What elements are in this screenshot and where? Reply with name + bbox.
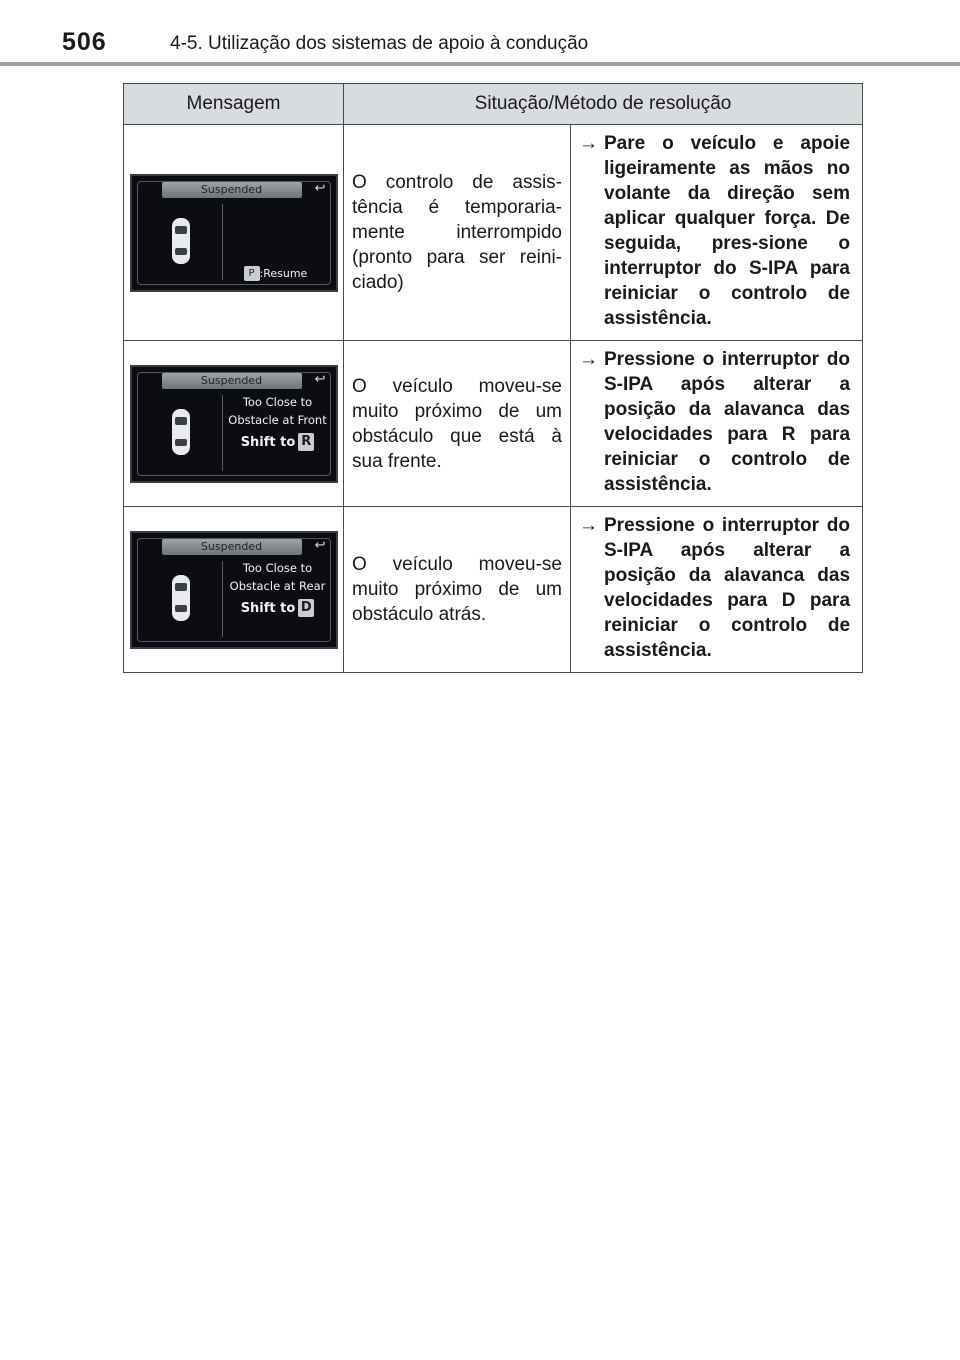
table-row (124, 341, 863, 507)
section-title: 4-5. Utilização dos sistemas de apoio à condução (170, 33, 589, 54)
status-bar: Suspended (162, 182, 302, 198)
situation-text: O veículo moveu-se muito próximo de um obstáculo que está à sua frente. (344, 341, 571, 507)
resolution-cell (571, 507, 863, 673)
situation-text: O controlo de assis-tência é temporaria-mente interrompido (pronto para ser reini-ciado) (344, 125, 571, 341)
parking-assist-switch-icon: P (244, 266, 260, 281)
car-top-view-icon (170, 216, 192, 266)
table-header-row (124, 84, 863, 125)
screen-message-line-2: Obstacle at Rear (229, 578, 326, 593)
screen-divider (222, 204, 223, 280)
situation-text: O veículo moveu-se muito próximo de um obstáculo atrás. (344, 507, 571, 673)
arrow-right-icon: → (579, 515, 598, 536)
screen-divider (222, 561, 223, 637)
table-row (124, 507, 863, 673)
message-display-cell (124, 125, 344, 341)
back-icon: ↩ (314, 537, 326, 553)
resolution-cell (571, 341, 863, 507)
car-top-view-icon (170, 573, 192, 623)
resolution-text: Pressione o interruptor do S-IPA após alterar a posição da alavanca das velocidades para D para reiniciar o controlo de assistência. (604, 515, 851, 661)
status-bar: Suspended (162, 373, 302, 389)
display-screen-rear (130, 531, 338, 649)
status-bar: Suspended (162, 539, 302, 555)
header-rule (0, 62, 960, 66)
message-display-cell (124, 341, 344, 507)
resume-label: :Resume (259, 266, 308, 280)
resume-hint (244, 266, 308, 282)
screen-message-line-1: Too Close to (242, 560, 313, 575)
column-header-situation: Situação/Método de resolução (344, 84, 863, 125)
gear-d-icon: D (298, 599, 314, 617)
display-screen-suspended (130, 174, 338, 292)
back-icon: ↩ (314, 180, 326, 196)
message-display-cell (124, 507, 344, 673)
message-table (123, 83, 863, 673)
resolution-cell (571, 125, 863, 341)
table-row (124, 125, 863, 341)
shift-instruction (224, 599, 332, 619)
screen-message-line-1: Too Close to (242, 394, 313, 409)
screen-message-line-2: Obstacle at Front (228, 412, 327, 427)
shift-label: Shift to (240, 600, 296, 616)
page-header (0, 0, 960, 64)
screen-divider (222, 395, 223, 471)
column-header-message: Mensagem (124, 84, 344, 125)
display-screen-front (130, 365, 338, 483)
page-number: 506 (62, 28, 107, 56)
car-top-view-icon (170, 407, 192, 457)
resolution-text: Pare o veículo e apoie ligeiramente as mãos no volante da direção sem aplicar qualquer força. De seguida, pres-sione o interruptor do S-IPA para reiniciar o controlo de assistência. (604, 133, 851, 329)
arrow-right-icon: → (579, 133, 598, 154)
back-icon: ↩ (314, 371, 326, 387)
arrow-right-icon: → (579, 349, 598, 370)
shift-label: Shift to (240, 434, 296, 450)
shift-instruction (224, 433, 332, 453)
gear-r-icon: R (298, 433, 314, 451)
resolution-text: Pressione o interruptor do S-IPA após alterar a posição da alavanca das velocidades para R para reiniciar o controlo de assistência. (604, 349, 851, 495)
